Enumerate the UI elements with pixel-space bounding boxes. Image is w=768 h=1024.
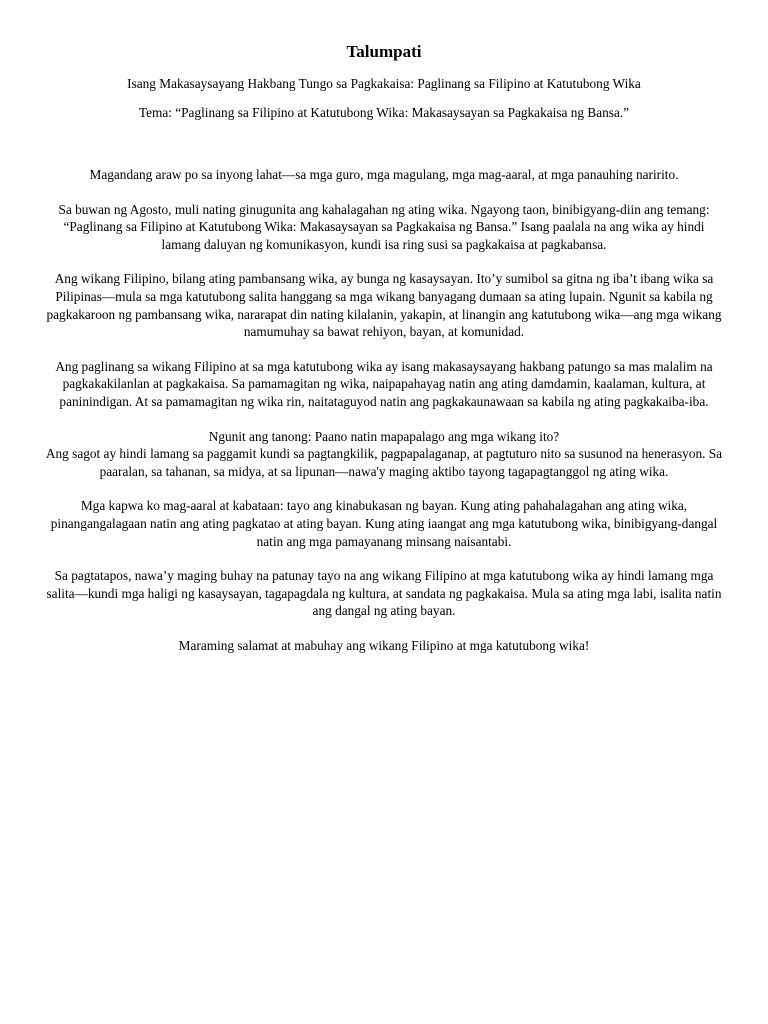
paragraph-kabataan: Mga kapwa ko mag-aaral at kabataan: tayo ang kinabukasan ng bayan. Kung ating pahahalagahan ang ating wika, pinangangalagaan natin ang ating pagkatao at ating bayan. Kung ating iaangat ang mga katutubong wika, binibigyang-dangal natin ang mga pamayanang minsang naisantabi. bbox=[50, 498, 718, 549]
document-subtitle: Isang Makasaysayang Hakbang Tungo sa Pagkakaisa: Paglinang sa Filipino at Katutubong Wika bbox=[127, 76, 641, 91]
paragraph-question-answer bbox=[44, 428, 724, 481]
paragraph-greeting: Magandang araw po sa inyong lahat—sa mga guro, mga magulang, mga mag-aaral, at mga panauhing naririto. bbox=[89, 167, 679, 182]
paragraph-closing: Maraming salamat at mabuhay ang wikang Filipino at mga katutubong wika! bbox=[178, 637, 590, 653]
document-title: Talumpati bbox=[346, 42, 422, 61]
answer-line: Ang sagot ay hindi lamang sa paggamit kundi sa pagtangkilik, pagpapalaganap, at pagtuturo nito sa susunod na henerasyon. Sa paaralan, sa tahanan, sa midya, at sa lipunan—nawa'y maging aktibo tayong tagapagtanggol ng ating wika. bbox=[45, 446, 723, 479]
paragraph-filipino-history: Ang wikang Filipino, bilang ating pambansang wika, ay bunga ng kasaysayan. Ito’y sumibol sa gitna ng iba’t ibang wika sa Pilipinas—mula sa mga katutubong salita hanggang sa mga wikang banyagang dumaan sa ating lupain. Ngunit sa kabila ng pagkakaroon ng pambansang wika, nararapat din nating kilalanin, yakapin, at linangin ang katutubong wika—ang mga wikang namumuhay sa bawat rehiyon, bayan, at komunidad. bbox=[46, 271, 722, 340]
question-line: Ngunit ang tanong: Paano natin mapapalago ang mga wikang ito? bbox=[208, 428, 560, 444]
paragraph-august: Sa buwan ng Agosto, muli nating ginugunita ang kahalagahan ng ating wika. Ngayong taon, binibigyang-diin ang temang: “Paglinang sa Filipino at Katutubong Wika: Makasaysayan sa Pagkakaisa ng Bansa.” Isang paalala na ang wika ay hindi lamang daluyan ng komunikasyon, kundi isa ring susi sa pagkakaisa at pagkabansa. bbox=[58, 201, 710, 252]
paragraph-paglinang: Ang paglinang sa wikang Filipino at sa mga katutubong wika ay isang makasaysayang hakbang patungo sa mas malalim na pagkakakilanlan at pagkakaisa. Sa pamamagitan ng wika, naipapahayag natin ang ating damdamin, kaalaman, kultura, at paninindigan. At sa pamamagitan ng wika rin, naitataguyod natin ang pagkakaunawaan sa kabila ng ating pagkakaiba-iba. bbox=[55, 358, 713, 409]
document-theme: Tema: “Paglinang sa Filipino at Katutubong Wika: Makasaysayan sa Pagkakaisa ng Bansa.” bbox=[138, 105, 630, 120]
paragraph-conclusion: Sa pagtatapos, nawa’y maging buhay na patunay tayo na ang wikang Filipino at mga katutubong wika ay hindi lamang mga salita—kundi mga haligi ng kasaysayan, tagapagdala ng kultura, at sandata ng pagkakaisa. Mula sa ating mga labi, isalita natin ang dangal ng ating bayan. bbox=[46, 568, 722, 619]
